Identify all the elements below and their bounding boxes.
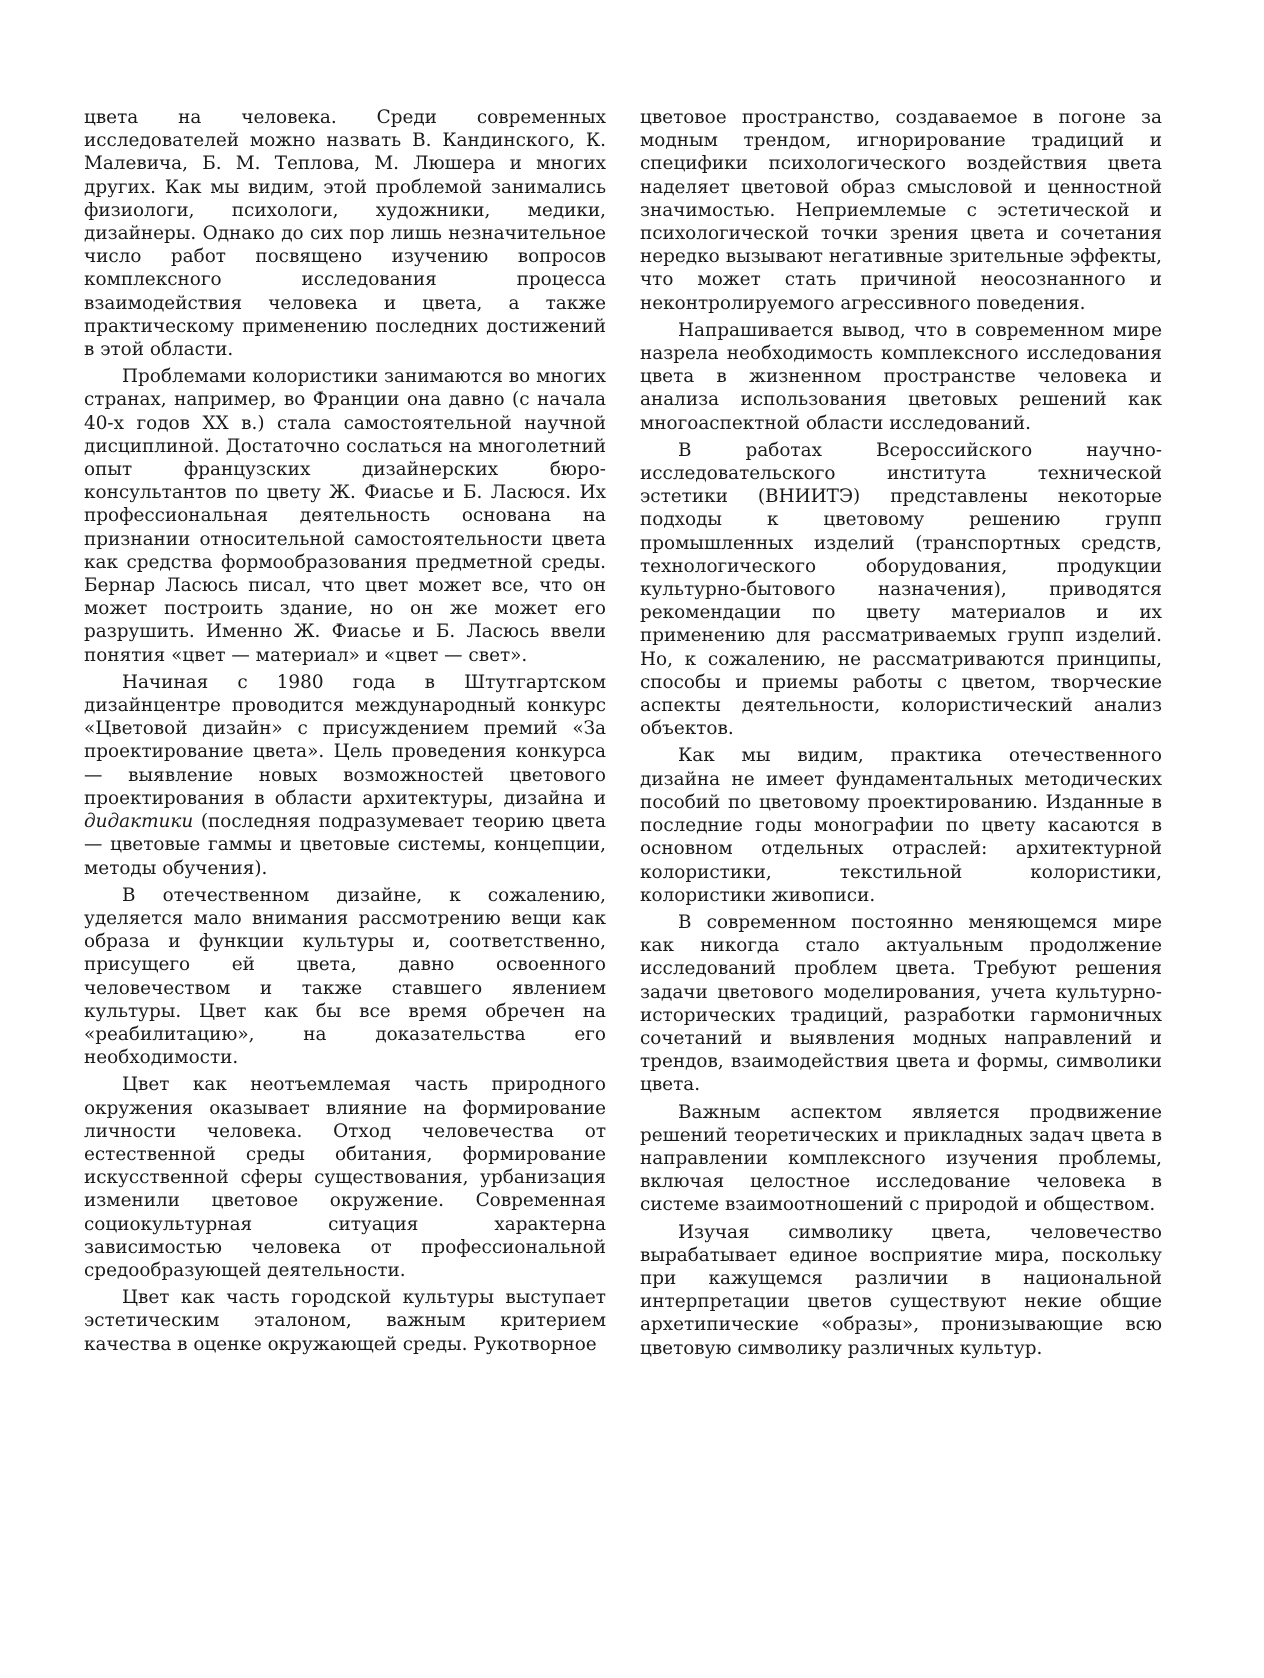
paragraph: В отечественном дизайне, к сожалению, уделяется мало внимания рассмотрению вещи как образа и функции культуры и, соответственно, присущего ей цвета, давно освоенного человечеством и также ставшего явлением культуры. Цвет как бы все время обречен на «реабилитацию», на доказательства его необходимости.: [84, 884, 606, 1069]
paragraph: Цвет как неотъемлемая часть природного окружения оказывает влияние на формирование личности человека. Отход человечества от естественной среды обитания, формирование искусственной сферы существования, урбанизация изменили цветовое окружение. Современная социокультурная ситуация характерна зависимостью человека от профессиональной средообразующей деятельности.: [84, 1074, 606, 1281]
italic-term: дидактики: [84, 811, 194, 833]
paragraph: В работах Всероссийского научно-исследовательского института технической эстетики (ВНИИТЭ) представлены некоторые подходы к цветовому решению групп промышленных изделий (транспортных средств, технологического оборудования, продукции культурно-бытового назначения), приводятся рекомендации по цвету материалов и их применению для рассматриваемых групп изделий. Но, к сожалению, не рассматриваются принципы, способы и приемы работы с цветом, творческие аспекты деятельности, колористический анализ объектов.: [640, 439, 1162, 740]
paragraph: Как мы видим, практика отечественного дизайна не имеет фундаментальных методических пособий по цветовому проектированию. Изданные в последние годы монографии по цвету касаются в основном отдельных отраслей: архитектурной колористики, текстильной колористики, колористики живописи.: [640, 745, 1162, 906]
paragraph: Изучая символику цвета, человечество вырабатывает единое восприятие мира, поскольку при кажущемся различии в национальной интерпретации цветов существуют некие общие архетипические «образы», пронизывающие всю цветовую символику различных культур.: [640, 1221, 1162, 1359]
paragraph: цветовое пространство, создаваемое в погоне за модным трендом, игнорирование традиций и специфики психологического воздействия цвета наделяет цветовой образ смысловой и ценностной значимостью. Неприемлемые с эстетической и психологической точки зрения цвета и сочетания нередко вызывают негативные зрительные эффекты, что может стать причиной неосознанного и неконтролируемого агрессивного поведения.: [640, 107, 1162, 314]
paragraph: Проблемами колористики занимаются во многих странах, например, во Франции она давно (с начала 40-х годов XX в.) стала самостоятельной научной дисциплиной. Достаточно сослаться на многолетний опыт французских дизайнерских бюро-консультантов по цвету Ж. Фиасье и Б. Ласюся. Их профессиональная деятельность основана на признании относительной самостоятельности цвета как средства формообразования предметной среды. Бернар Ласюсь писал, что цвет может все, что он может построить здание, но он же может его разрушить. Именно Ж. Фиасье и Б. Ласюсь ввели понятия «цвет — материал» и «цвет — свет».: [84, 366, 606, 666]
paragraph: Цвет как часть городской культуры выступает эстетическим эталоном, важным критерием качества в оценке окружающей среды. Рукотворное: [84, 1287, 606, 1355]
left-column: [84, 106, 606, 1360]
paragraph: [84, 671, 606, 880]
right-column: [640, 106, 1162, 1364]
paragraph: цвета на человека. Среди современных исследователей можно назвать В. Кандинского, К. Малевича, Б. М. Теплова, М. Люшера и многих других. Как мы видим, этой проблемой занимались физиологи, психологи, художники, медики, дизайнеры. Однако до сих пор лишь незначительное число работ посвящено изучению вопросов комплексного исследования процесса взаимодействия человека и цвета, а также практическому применению последних достижений в этой области.: [84, 107, 606, 361]
paragraph: Напрашивается вывод, что в современном мире назрела необходимость комплексного исследования цвета в жизненном пространстве человека и анализа использования цветовых решений как многоаспектной области исследований.: [640, 319, 1162, 434]
paragraph-text: (последняя подразумевает теорию цвета — цветовые гаммы и цветовые системы, концепции, методы обучения).: [84, 811, 606, 879]
paragraph: В современном постоянно меняющемся мире как никогда стало актуальным продолжение исследований проблем цвета. Требуют решения задачи цветового моделирования, учета культурно-исторических традиций, разработки гармоничных сочетаний и выявления модных направлений и трендов, взаимодействия цвета и формы, символики цвета.: [640, 911, 1162, 1096]
paragraph-text: Начиная с 1980 года в Штутгартском дизайнцентре проводится международный конкурс «Цветовой дизайн» с присуждением премий «За проектирование цвета». Цель проведения конкурса — выявление новых возможностей цветового проектирования в области архитектуры, дизайна и: [84, 671, 606, 809]
paragraph: Важным аспектом является продвижение решений теоретических и прикладных задач цвета в направлении комплексного изучения проблемы, включая целостное исследование человека в системе взаимоотношений с природой и обществом.: [640, 1101, 1162, 1216]
